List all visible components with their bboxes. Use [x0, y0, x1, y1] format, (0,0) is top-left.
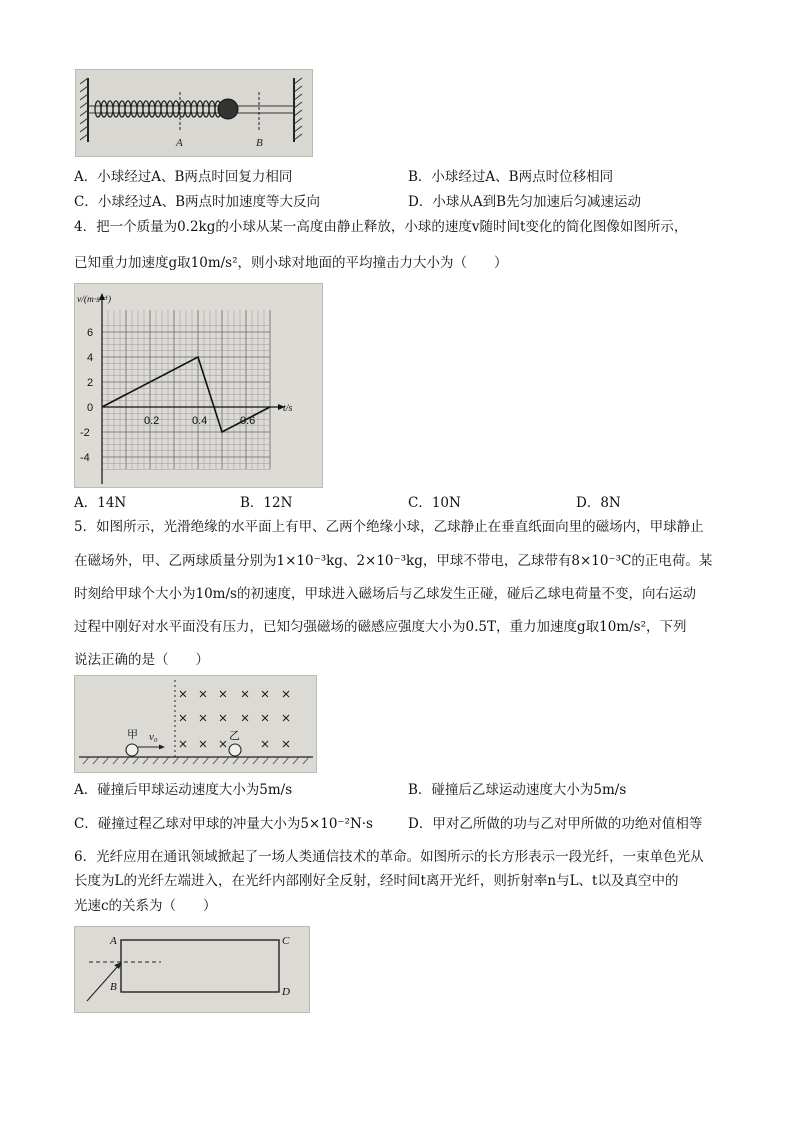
q3-option-d[interactable]: D．小球从A到B先匀加速后匀减速运动 [408, 194, 641, 210]
q6-text-line2: 长度为L的光纤左端进入，在光纤内部刚好全反射，经时间t离开光纤，则折射率n与L、t以及真空中的 [74, 873, 679, 889]
x-tick-label-0.4: 0.4 [192, 415, 208, 427]
q5-text-line2: 在磁场外，甲、乙两球质量分别为1×10⁻³kg、2×10⁻³kg，甲球不带电，乙球带有8×10⁻³C的正电荷。某 [74, 553, 713, 569]
q4-text-line2: 已知重力加速度g取10m/s²，则小球对地面的平均撞击力大小为（ ） [74, 255, 508, 271]
label-jia: 甲 [127, 728, 138, 741]
x-tick-label-0.2: 0.2 [144, 415, 160, 427]
corner-label-d: D [282, 986, 290, 998]
q5-option-c[interactable]: C．碰撞过程乙球对甲球的冲量大小为5×10⁻²N·s [74, 816, 373, 832]
q5-text-line5: 说法正确的是（ ） [74, 652, 209, 668]
corner-label-a: A [110, 935, 117, 947]
q6-text-line3: 光速c的关系为（ ） [74, 898, 217, 914]
q4-option-c[interactable]: C．10N [408, 495, 461, 511]
corner-label-c: C [282, 935, 290, 947]
fiber-figure [74, 926, 310, 1013]
q3-option-b[interactable]: B．小球经过A、B两点时位移相同 [408, 169, 614, 185]
label-v0: v₀ [149, 731, 158, 743]
q4-text-line1: 4．把一个质量为0.2kg的小球从某一高度由静止释放，小球的速度v随时间t变化的简化图像如图所示， [74, 219, 688, 235]
q5-text-line3: 时刻给甲球个大小为10m/s的初速度，甲球进入磁场后与乙球发生正碰，碰后乙球电荷量不变，向右运动 [74, 586, 696, 602]
label-yi: 乙 [229, 729, 240, 742]
y-tick-label-4: 4 [87, 352, 94, 364]
y-tick-label-0: 0 [87, 402, 94, 414]
q5-text-line1: 5．如图所示，光滑绝缘的水平面上有甲、乙两个绝缘小球，乙球静止在垂直纸面向里的磁场内，甲球静止 [74, 519, 704, 535]
y-tick-label-neg4: -4 [80, 452, 90, 464]
spring-coils [95, 101, 221, 117]
chart-grid [102, 310, 270, 470]
y-tick-label-2: 2 [87, 377, 94, 389]
label-b: B [256, 137, 263, 149]
label-a: A [176, 137, 183, 149]
q5-option-a[interactable]: A．碰撞后甲球运动速度大小为5m/s [74, 782, 293, 798]
spring-figure [75, 69, 313, 157]
fiber-rectangle [121, 940, 279, 992]
q4-option-a[interactable]: A．14N [74, 495, 127, 511]
magnetic-field-figure [74, 675, 317, 773]
q5-option-b[interactable]: B．碰撞后乙球运动速度大小为5m/s [408, 782, 627, 798]
corner-label-b: B [110, 981, 117, 993]
vt-chart [74, 283, 323, 488]
oscillator-ball [218, 99, 238, 119]
q3-option-c[interactable]: C．小球经过A、B两点时加速度等大反向 [74, 194, 320, 210]
y-tick-label-neg2: -2 [80, 427, 90, 439]
y-axis-label: v/(m·s⁻¹) [77, 295, 111, 305]
q6-text-line1: 6．光纤应用在通讯领域掀起了一场人类通信技术的革命。如图所示的长方形表示一段光纤，一束单色光从 [74, 849, 704, 865]
ball-yi [229, 744, 241, 756]
y-tick-label-6: 6 [87, 327, 94, 339]
q5-option-d[interactable]: D．甲对乙所做的功与乙对甲所做的功绝对值相等 [408, 816, 703, 832]
q4-option-b[interactable]: B．12N [240, 495, 293, 511]
q3-option-a[interactable]: A．小球经过A、B两点时回复力相同 [74, 169, 293, 185]
q4-option-d[interactable]: D．8N [576, 495, 621, 511]
velocity-arrowhead [159, 745, 165, 750]
x-tick-label-0.6: 0.6 [240, 415, 256, 427]
q5-text-line4: 过程中刚好对水平面没有压力，已知匀强磁场的磁感应强度大小为0.5T，重力加速度g取10m/s²，下列 [74, 619, 687, 635]
x-axis-label: t/s [283, 403, 293, 414]
ball-jia [126, 744, 138, 756]
